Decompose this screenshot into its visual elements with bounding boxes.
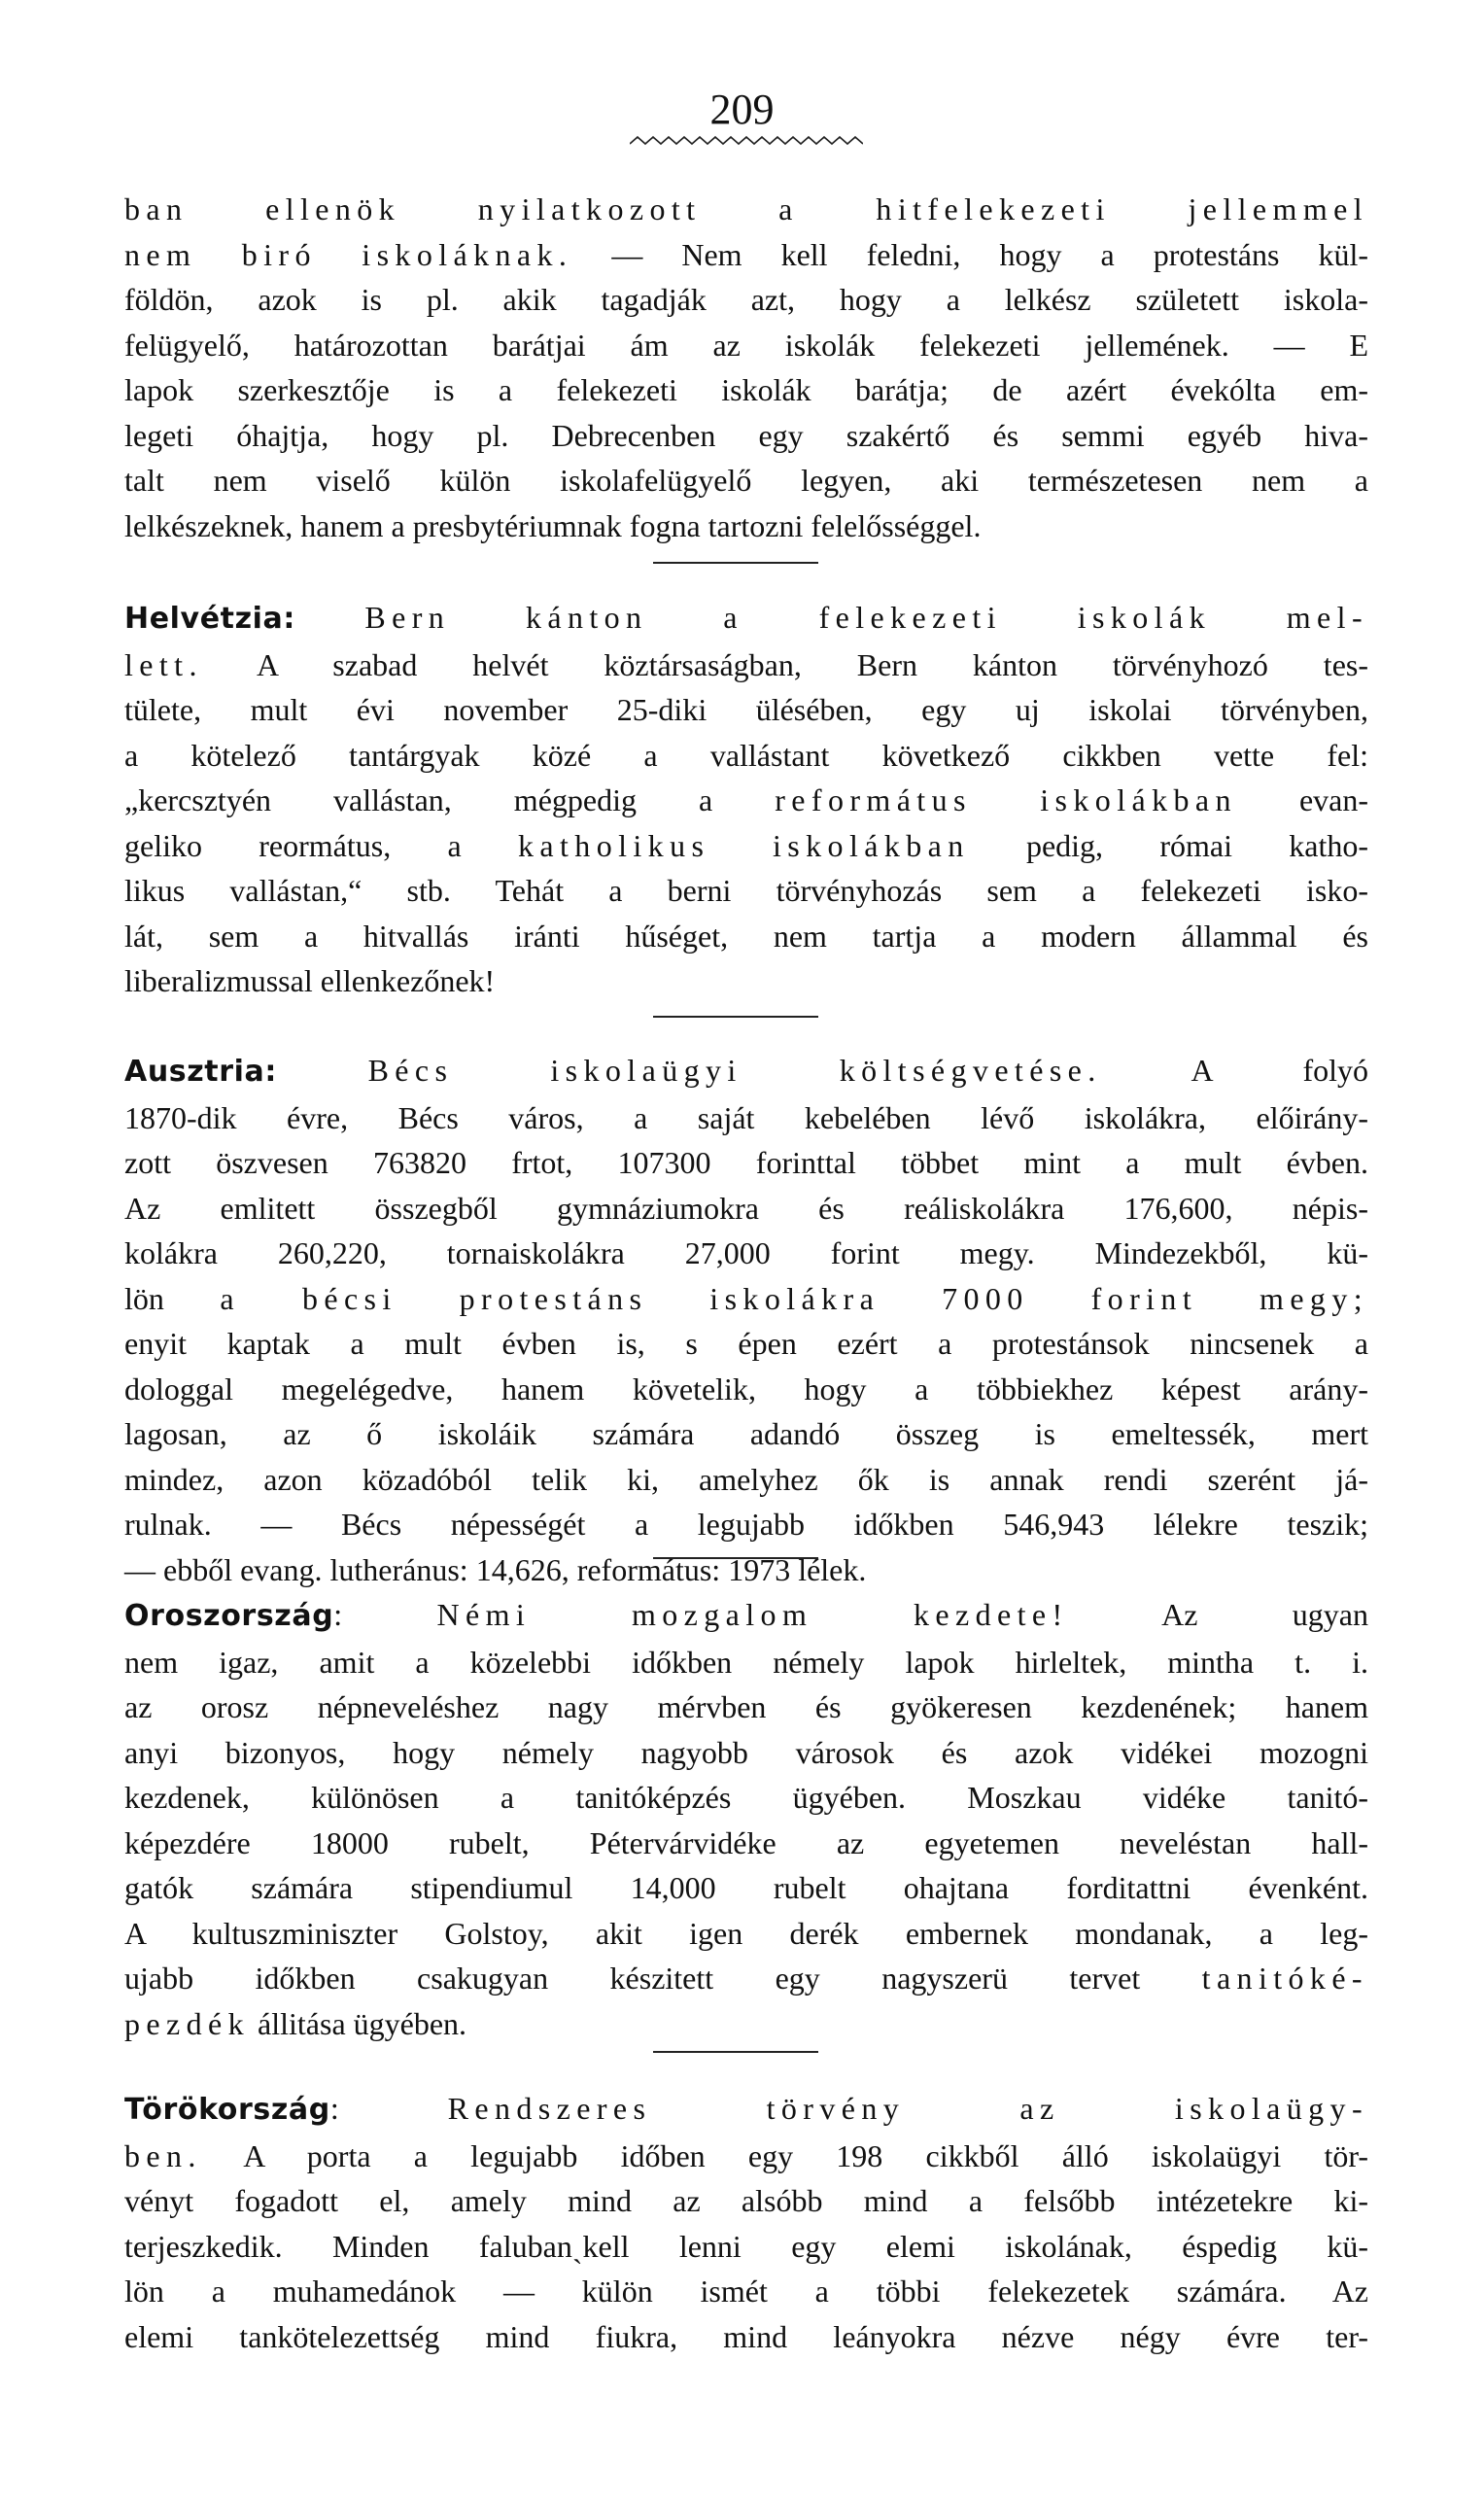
text-run: rulnak. — Bécs népességét a legujabb időkben 546,943 lélekre teszik; — [124, 1507, 1368, 1542]
text-line — [124, 868, 1368, 914]
section-heading: Helvétzia: — [124, 602, 295, 636]
text-line — [124, 1321, 1368, 1367]
text-run: elemi tankötelezettség mind fiukra, mind leányokra nézve négy évre ter- — [124, 2318, 1368, 2354]
text-line — [124, 958, 1368, 1004]
text-line — [124, 733, 1368, 779]
text-line — [124, 2269, 1368, 2314]
text-run: likus vallástan,“ stb. Tehát a berni törvényhozás sem a felekezeti isko- — [124, 873, 1368, 908]
text-line — [124, 778, 1368, 823]
text-line — [124, 1502, 1368, 1547]
text-line — [124, 323, 1368, 368]
text-run: enyit kaptak a mult évben is, s épen ezért a protestánsok nincsenek a — [124, 1326, 1368, 1361]
text-run: mindez, azon közadóból telik ki, amelyhez ők is annak rendi szerént já- — [124, 1461, 1368, 1497]
section-torokorszag — [124, 2086, 1368, 2359]
spaced-phrase: lett. — [124, 646, 203, 682]
text-run: képezdére 18000 rubelt, Pétervárvidéke az egyetemen neveléstan hall- — [124, 1824, 1368, 1860]
spaced-phrase: katholikus iskolákban — [518, 827, 970, 863]
spaced-phrase: református iskolákban — [775, 782, 1237, 817]
text-run: zott öszvesen 763820 frtot, 107300 forinttal többet mint a mult évben. — [124, 1145, 1368, 1180]
section-divider — [653, 2051, 818, 2053]
text-line — [124, 2178, 1368, 2224]
spaced-phrase: nem biró iskoláknak. — [124, 236, 573, 272]
text-line — [124, 1592, 1368, 1640]
spaced-phrase: ben. — [124, 2137, 202, 2173]
text-run: evan- — [1236, 782, 1369, 817]
text-run: — Nem kell feledni, hogy a protestáns kül- — [572, 236, 1369, 272]
text-line — [124, 1684, 1368, 1730]
text-run: vényt fogadott el, amely mind az alsóbb mind a felsőbb intézetekre ki- — [124, 2183, 1368, 2218]
text-run: lát, sem a hitvallás iránti hűséget, nem tartja a modern állammal és — [124, 918, 1368, 954]
spaced-phrase: a bécsi protestáns iskolákra 7000 forint megy; — [220, 1280, 1369, 1316]
text-run: „kercsztyén vallástan, mégpedig a — [124, 782, 776, 817]
text-line — [124, 232, 1368, 278]
text-line — [124, 2314, 1368, 2360]
text-run: A porta a legujabb időben egy 198 cikkből álló iskolaügyi tör- — [201, 2137, 1368, 2173]
text-run: állitása ügyében. — [250, 2005, 467, 2041]
text-run: lön — [124, 1280, 221, 1316]
text-line — [124, 1865, 1368, 1911]
text-run: geliko reormátus, a — [124, 827, 518, 863]
text-line — [124, 1457, 1368, 1503]
text-run — [295, 600, 364, 635]
text-run: az orosz népneveléshez nagy mérvben és gyökeresen kezdenének; hanem — [124, 1689, 1368, 1724]
text-line — [124, 1367, 1368, 1412]
text-line — [124, 413, 1368, 459]
text-run: tülete, mult évi november 25-diki ülésében, egy uj iskolai törvényben, — [124, 692, 1368, 727]
text-line — [124, 2001, 1368, 2047]
text-run: lön a muhamedánok — külön ismét a többi felekezetek számára. Az — [124, 2274, 1368, 2309]
text-line — [124, 1911, 1368, 1957]
page-number: 209 — [709, 86, 775, 133]
text-line — [124, 367, 1368, 413]
spaced-phrase: Rendszeres törvény az iskolaügy- — [447, 2091, 1368, 2126]
section-divider — [653, 1557, 818, 1559]
text-run: : — [329, 2091, 448, 2126]
text-line — [124, 1730, 1368, 1776]
text-line — [124, 1048, 1368, 1095]
text-run — [277, 1053, 368, 1088]
text-run: : — [333, 1597, 437, 1632]
text-line — [124, 914, 1368, 959]
text-run: legeti óhajtja, hogy pl. Debrecenben egy szakértő és semmi egyéb hiva- — [124, 417, 1368, 453]
text-run: A kultuszminiszter Golstoy, akit igen derék embernek mondanak, a leg- — [124, 1915, 1368, 1951]
spaced-phrase: ban ellenök nyilatkozott a hitfelekezeti jellemmel — [124, 191, 1368, 226]
section-ausztria — [124, 1048, 1368, 1592]
text-run: dologgal megelégedve, hanem követelik, hogy a többiekhez képest arány- — [124, 1371, 1368, 1406]
text-line — [124, 1411, 1368, 1457]
spaced-phrase: Bécs iskolaügyi költségvetése. — [367, 1053, 1102, 1088]
text-run: talt nem viselő külön iskolafelügyelő legyen, aki természetesen nem a — [124, 463, 1368, 498]
text-line — [124, 458, 1368, 503]
text-line — [124, 823, 1368, 869]
section-helvetzia — [124, 595, 1368, 1004]
text-line — [124, 503, 1368, 549]
text-line — [124, 1821, 1368, 1866]
text-line — [124, 1231, 1368, 1276]
text-run: lelkészeknek, hanem a presbytériumnak fogna tartozni felelősséggel. — [124, 507, 982, 543]
text-line — [124, 2086, 1368, 2134]
text-line — [124, 187, 1368, 232]
section-divider — [653, 562, 818, 564]
text-run: Az ugyan — [1068, 1597, 1369, 1632]
text-run: kolákra 260,220, tornaiskolákra 27,000 forint megy. Mindezekből, kü- — [124, 1235, 1368, 1270]
text-line — [124, 2224, 1368, 2270]
text-run: anyi bizonyos, hogy némely nagyobb városok és azok vidékei mozogni — [124, 1734, 1368, 1770]
text-line — [124, 687, 1368, 733]
text-run: — ebből evang. lutheránus: 14,626, református: 1973 lélek. — [124, 1551, 867, 1587]
spaced-phrase: Bern kánton a felekezeti iskolák mel- — [364, 600, 1368, 635]
spaced-phrase: Némi mozgalom kezdete! — [436, 1597, 1069, 1632]
text-line — [124, 1775, 1368, 1821]
text-run: terjeszkedik. Minden falubanˏkell lenni egy elemi iskolának, éspedig kü- — [124, 2228, 1368, 2264]
section-oroszorszag — [124, 1592, 1368, 2046]
text-line — [124, 1640, 1368, 1685]
text-line — [124, 595, 1368, 642]
text-line — [124, 642, 1368, 688]
section-heading: Oroszország — [124, 1599, 334, 1633]
text-run: pedig, római katho- — [969, 827, 1368, 863]
section-divider — [653, 1016, 818, 1018]
text-line — [124, 2134, 1368, 2179]
text-line — [124, 1956, 1368, 2001]
text-run: A folyó — [1101, 1053, 1369, 1088]
text-run: lagosan, az ő iskoláik számára adandó összeg is emeltessék, mert — [124, 1416, 1368, 1451]
text-run: A szabad helvét köztársaságban, Bern kánton törvényhozó tes- — [202, 646, 1368, 682]
text-line — [124, 1140, 1368, 1186]
text-line — [124, 1276, 1368, 1322]
spaced-phrase: pezdék — [124, 2005, 251, 2041]
paragraph-school-supervision — [124, 187, 1368, 548]
text-line — [124, 1547, 1368, 1593]
section-heading: Törökország — [124, 2093, 330, 2127]
text-run: nem igaz, amit a közelebbi időkben némely lapok hirleltek, mintha t. i. — [124, 1644, 1368, 1680]
text-run: liberalizmussal ellenkezőnek! — [124, 963, 496, 998]
text-run: felügyelő, határozottan barátjai ám az iskolák felekezeti jellemének. — E — [124, 327, 1368, 363]
section-heading: Ausztria: — [124, 1055, 277, 1089]
text-run: gatók számára stipendiumul 14,000 rubelt ohajtana forditattni évenként. — [124, 1870, 1368, 1905]
text-run: ujabb időkben csakugyan készitett egy nagyszerü tervet — [124, 1961, 1202, 1996]
text-line — [124, 1095, 1368, 1141]
text-line — [124, 1186, 1368, 1232]
text-line — [124, 277, 1368, 323]
text-run: lapok szerkesztője is a felekezeti iskolák barátja; de azért évekólta em- — [124, 372, 1368, 407]
text-run: a kötelező tantárgyak közé a vallástant következő cikkben vette fel: — [124, 737, 1368, 773]
text-run: földön, azok is pl. akik tagadják azt, hogy a lelkész született iskola- — [124, 282, 1368, 317]
text-run: 1870-dik évre, Bécs város, a saját kebelében lévő iskolákra, előirány- — [124, 1099, 1368, 1135]
text-run: Az emlitett összegből gymnáziumokra és reáliskolákra 176,600, népis- — [124, 1190, 1368, 1226]
spaced-phrase: tanitóké- — [1201, 1961, 1368, 1996]
text-run: kezdenek, különösen a tanitóképzés ügyében. Moszkau vidéke tanitó- — [124, 1780, 1368, 1815]
wavy-ornament-rule — [630, 134, 863, 150]
